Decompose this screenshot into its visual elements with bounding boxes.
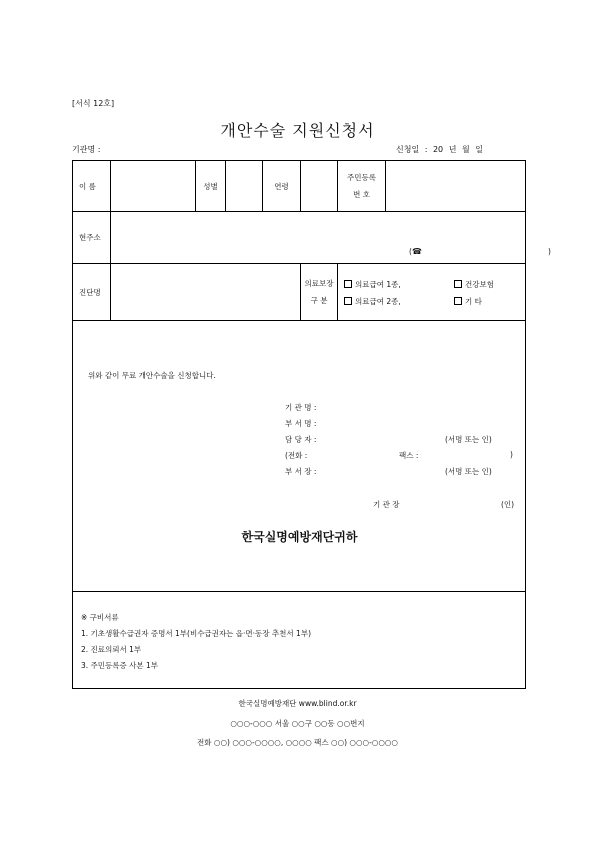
phone-row-label: (전화 : — [285, 451, 308, 460]
list-item: 1. 기초생활수급권자 증명서 1부(비수급권자는 읍·면·동장 추천서 1부) — [81, 629, 311, 638]
insurance-label-line1: 의료보장 — [304, 279, 334, 288]
age-field[interactable] — [301, 161, 338, 212]
application-date: 신청일 : 20 년 월 일 — [396, 145, 483, 154]
option-medical-aid-1-label: 의료급여 1종, — [355, 280, 401, 289]
list-item: 3. 주민등록증 사본 1부 — [81, 661, 159, 670]
insurance-options — [338, 264, 526, 321]
insurance-type-label — [301, 264, 338, 321]
phone-open-paren: ( — [409, 247, 412, 256]
address-field[interactable] — [111, 212, 551, 264]
checkbox-icon — [344, 280, 352, 288]
option-medical-aid-1[interactable] — [344, 279, 401, 290]
checkbox-icon — [454, 280, 462, 288]
gender-label: 성별 — [196, 161, 226, 212]
resident-number-label — [338, 161, 386, 212]
application-form-table — [72, 160, 551, 689]
insurance-label-line2: 구 분 — [310, 296, 328, 305]
footer-org-line: 한국실명예방재단 www.blind.or.kr — [238, 699, 357, 708]
department-name-row-label: 부 서 명 : — [285, 419, 317, 428]
department-head-signature: (서명 또는 인) — [445, 467, 492, 476]
resident-number-label-line2: 번 호 — [353, 190, 370, 199]
option-medical-aid-2[interactable] — [344, 296, 401, 307]
agency-name-label: 기관명 : — [72, 145, 101, 154]
application-statement: 위와 같이 무료 개안수술을 신청합니다. — [88, 371, 216, 380]
option-other-label: 기 타 — [465, 297, 482, 306]
person-in-charge-signature: (서명 또는 인) — [445, 435, 492, 444]
phone-close-paren: ) — [548, 247, 551, 256]
checkbox-icon — [454, 297, 462, 305]
footer-contact-line: 전화 ○○) ○○○-○○○○, ○○○○ 팩스 ○○) ○○○-○○○○ — [197, 738, 398, 747]
fax-label: 팩스 : — [399, 451, 419, 460]
required-documents-list — [81, 610, 311, 674]
form-code: [서식 12호] — [72, 99, 115, 108]
telephone-icon: ☎ — [411, 247, 422, 256]
document-title: 개안수술 지원신청서 — [220, 121, 375, 140]
required-documents-section — [73, 592, 526, 689]
address-label: 현주소 — [73, 212, 111, 264]
age-label: 연령 — [263, 161, 301, 212]
option-other[interactable] — [454, 296, 482, 307]
seal-mark: (인) — [501, 500, 515, 509]
department-head-row-label: 부 서 장 : — [285, 467, 317, 476]
option-health-insurance[interactable] — [454, 279, 494, 290]
phone-group — [409, 247, 422, 256]
diagnosis-label: 진단명 — [73, 264, 111, 321]
checkbox-icon — [344, 297, 352, 305]
name-field[interactable] — [111, 161, 196, 212]
list-item: 2. 진료의뢰서 1부 — [81, 645, 142, 654]
agency-head-label: 기 관 장 — [373, 500, 400, 509]
phone-row-close: ) — [510, 450, 513, 459]
option-health-insurance-label: 건강보험 — [465, 280, 494, 289]
diagnosis-field[interactable] — [111, 264, 301, 321]
required-documents-heading: ※ 구비서류 — [81, 613, 119, 622]
name-label: 이 름 — [73, 161, 111, 212]
agency-name-row-label: 기 관 명 : — [285, 403, 317, 412]
resident-number-label-line1: 주민등록 — [347, 173, 376, 182]
person-in-charge-row-label: 담 당 자 : — [285, 435, 317, 444]
footer-address-line: ○○○-○○○ 서울 ○○구 ○○동 ○○번지 — [230, 719, 365, 728]
gender-field[interactable] — [226, 161, 263, 212]
application-statement-section — [73, 321, 526, 592]
resident-number-field[interactable] — [386, 161, 526, 212]
recipient-line: 한국실명예방재단귀하 — [241, 530, 358, 544]
option-medical-aid-2-label: 의료급여 2종, — [355, 297, 401, 306]
